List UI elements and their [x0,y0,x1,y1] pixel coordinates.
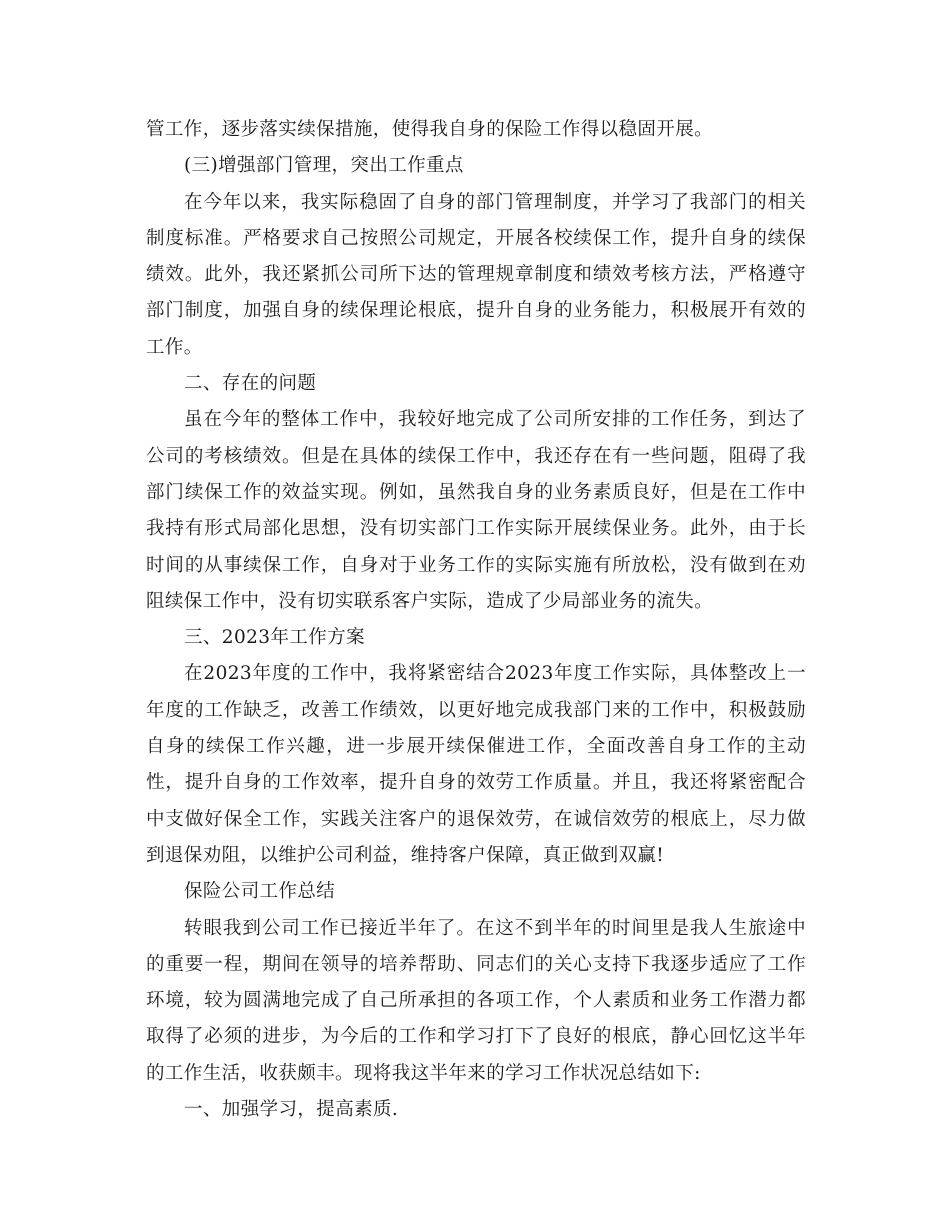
paragraph: 虽在今年的整体工作中，我较好地完成了公司所安排的工作任务，到达了公司的考核绩效。但是在具体的续保工作中，我还存在有一些问题，阻碍了我部门续保工作的效益实现。例如，虽然我自身的业务素质良好，但是在工作中我持有形式局部化思想，没有切实部门工作实际开展续保业务。此外，由于长时间的从事续保工作，自身对于业务工作的实际实施有所放松，没有做到在劝阻续保工作中，没有切实联系客户实际，造成了少局部业务的流失。 [146,409,806,612]
paragraph: 在今年以来，我实际稳固了自身的部门管理制度，并学习了我部门的相关制度标准。严格要求自己按照公司规定，开展各校续保工作，提升自身的续保绩效。此外，我还紧抓公司所下达的管理规章制度和绩效考核方法，严格遵守部门制度，加强自身的续保理论根底，提升自身的业务能力，积极展开有效的工作。 [146,191,806,358]
paragraph-continuation: 管工作，逐步落实续保措施，使得我自身的保险工作得以稳固开展。 [146,119,714,140]
document-title: 保险公司工作总结 [184,881,336,903]
section-heading-problems: 二、存在的问题 [184,373,317,395]
section-heading-study: 一、加强学习，提高素质. [184,1099,399,1121]
document-body [146,112,806,1128]
section-heading-3: (三)增强部门管理，突出工作重点 [184,155,464,177]
paragraph: 在2023年度的工作中，我将紧密结合2023年度工作实际，具体整改上一年度的工作缺乏，改善工作绩效，以更好地完成我部门来的工作中，积极鼓励自身的续保工作兴趣，进一步展开续保催进工作，全面改善自身工作的主动性，提升自身的工作效率，提升自身的效劳工作质量。并且，我还将紧密配合中支做好保全工作，实践关注客户的退保效劳，在诚信效劳的根底上，尽力做到退保劝阻，以维护公司利益，维持客户保障，真正做到双赢! [146,663,806,866]
section-heading-plan: 三、2023年工作方案 [184,627,365,649]
paragraph: 转眼我到公司工作已接近半年了。在这不到半年的时间里是我人生旅途中的重要一程，期间在领导的培养帮助、同志们的关心支持下我逐步适应了工作环境，较为圆满地完成了自己所承担的各项工作，个人素质和业务工作潜力都取得了必须的进步，为今后的工作和学习打下了良好的根底，静心回忆这半年的工作生活，收获颇丰。现将我这半年来的学习工作状况总结如下: [146,917,806,1084]
